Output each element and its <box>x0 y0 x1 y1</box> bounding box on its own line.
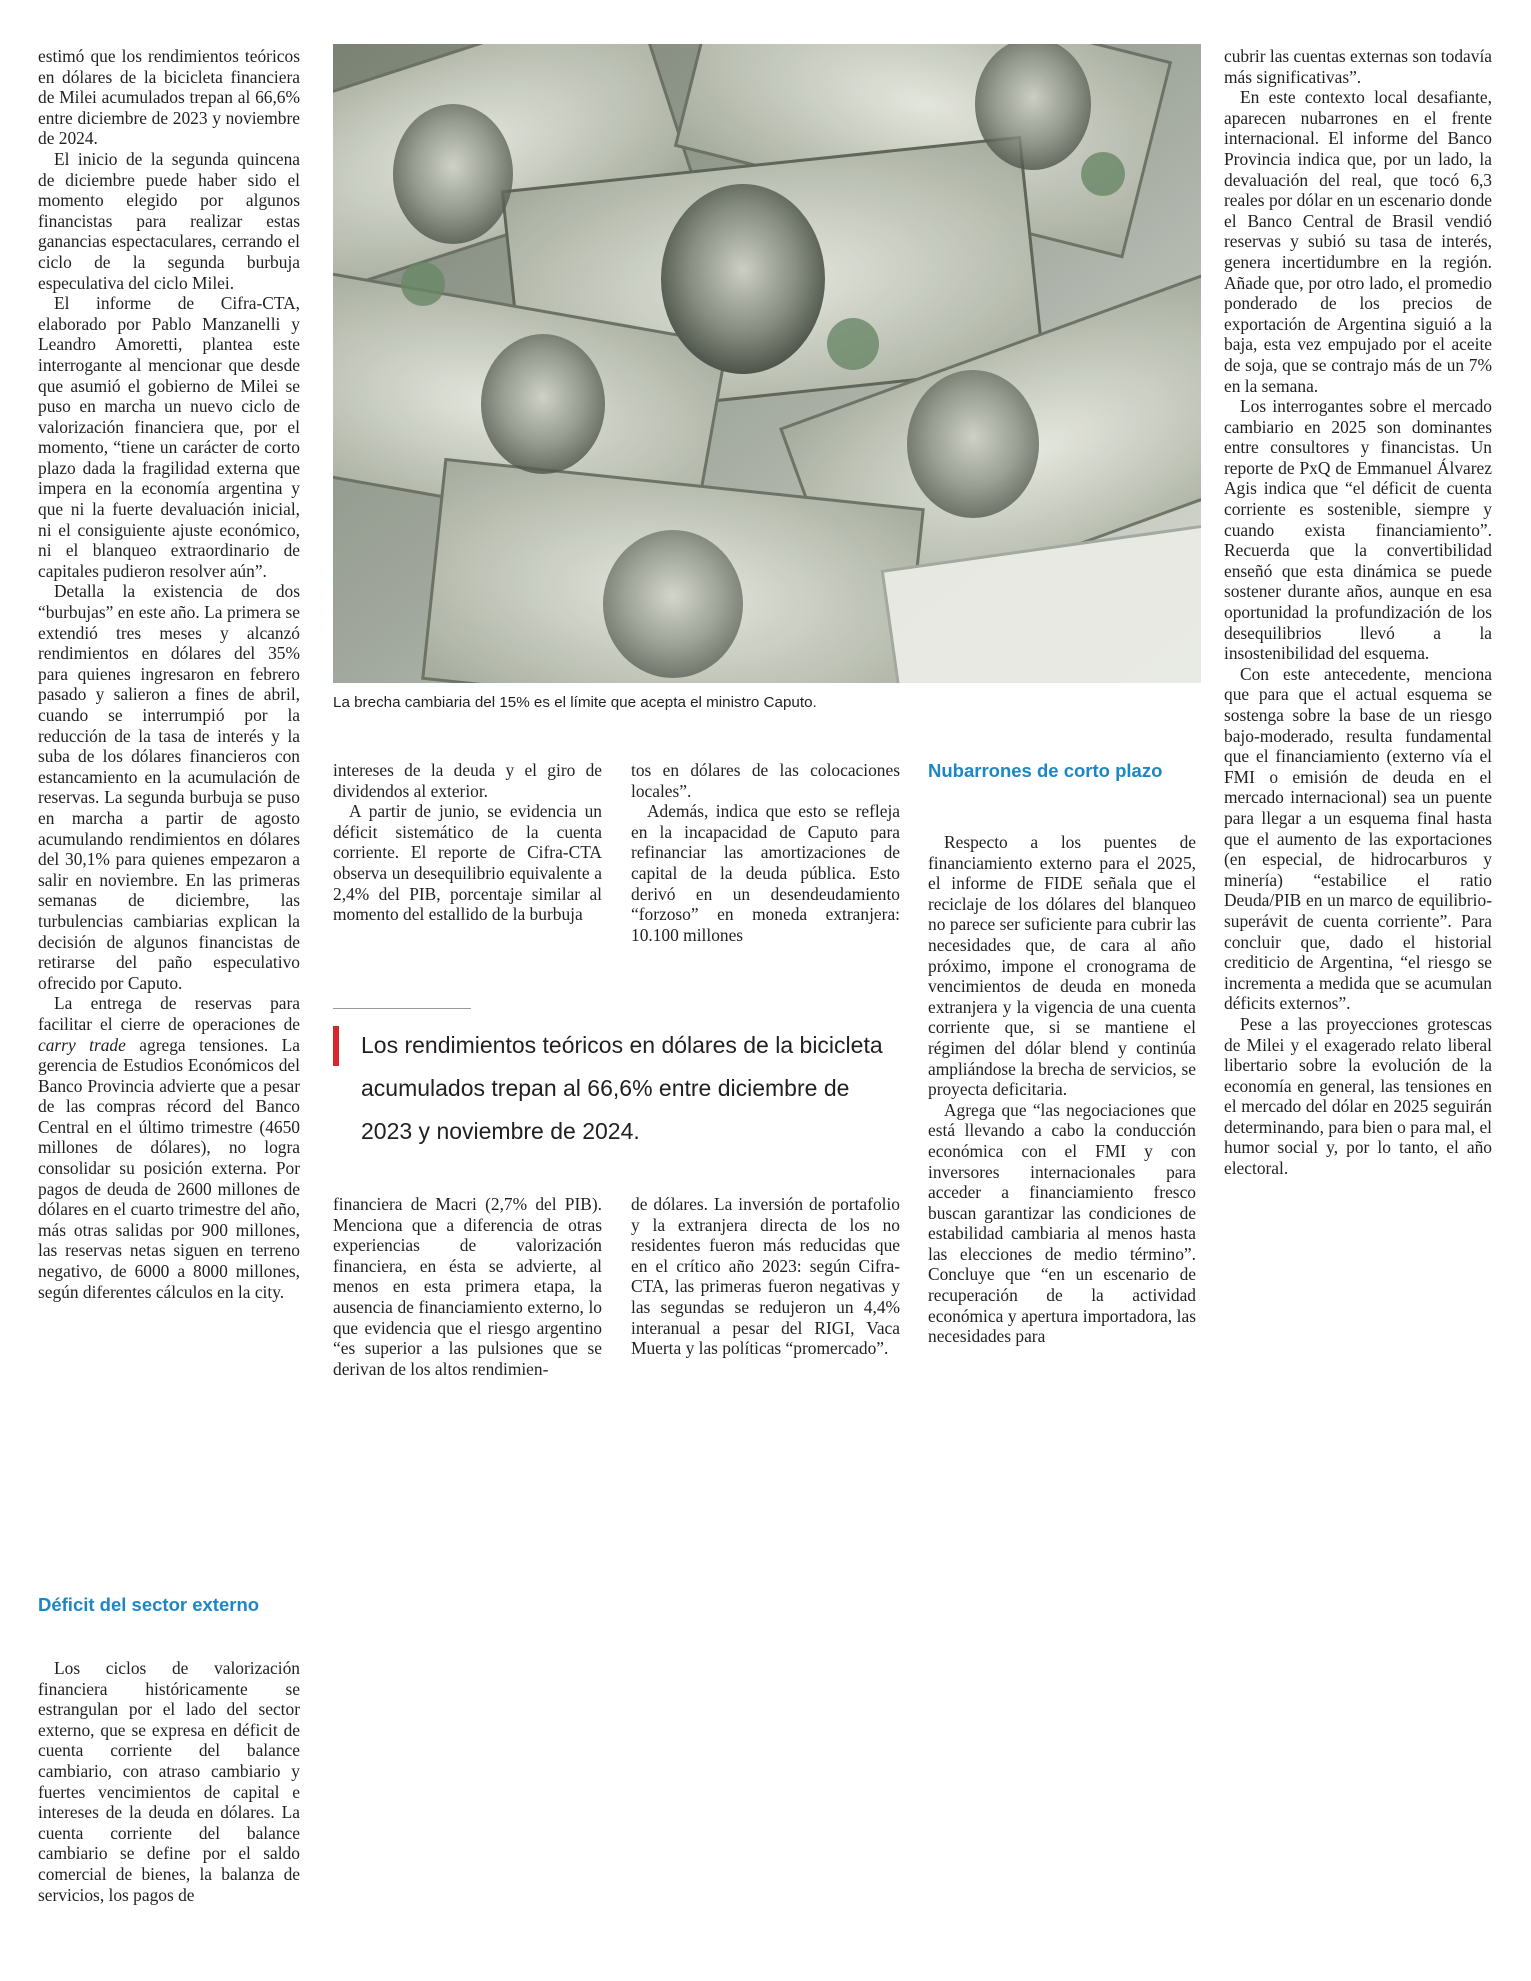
paragraph: estimó que los rendimientos teóricos en dólares de la bicicleta financiera de Milei acumulados trepan al 66,6% entre diciembre de 2023 y noviembre de 2024. <box>38 46 300 149</box>
article-column-1 <box>38 46 300 1302</box>
paragraph: intereses de la deuda y el giro de dividendos al exterior. <box>333 760 602 801</box>
paragraph: Los ciclos de valorización financiera históricamente se estrangulan por el lado del sector externo, que se expresa en déficit de cuenta corriente del balance cambiario, con atraso cambiario y fuertes vencimientos de capital e intereses de la deuda en dólares. La cuenta corriente del balance cambiario se define por el saldo comercial de bienes, la balanza de servicios, los pagos de <box>38 1658 300 1905</box>
subheading-deficit: Déficit del sector externo <box>38 1594 260 1615</box>
quote-rule <box>333 1008 471 1009</box>
paragraph: Detalla la existencia de dos “burbujas” en este año. La primera se extendió tres meses y alcanzó rendimientos en dólares del 35% para quienes ingresaron en febrero pasado y salieron a fines de abril, cuando se interrumpió por la reducción de la tasa de interés y la suba de los dólares financieros con estancamiento en la acumulación de reservas. La segunda burbuja se puso en marcha a partir de agosto acumulando rendimientos en dólares del 30,1% para quienes empezaron a salir en noviembre. En las primeras semanas de diciembre, las turbulencias cambiarias explican la decisión de algunos financistas de retirarse del paño especulativo ofrecido por Caputo. <box>38 581 300 993</box>
article-column-2b <box>631 760 900 945</box>
paragraph: Los interrogantes sobre el mercado cambiario en 2025 son dominantes entre consultores y financistas. Un reporte de PxQ de Emmanuel Álvarez Agis indica que “el déficit de cuenta corriente es sostenible, siempre y cuando exista financiamiento”. Recuerda que la convertibilidad enseñó que esta dinámica se puede sostener durante años, aunque en esa oportunidad la profundización de los desequilibrios llevó a la insostenibilidad del esquema. <box>1224 396 1492 664</box>
article-column-2c <box>333 1194 602 1379</box>
paragraph: En este contexto local desafiante, aparecen nubarrones en el frente internacional. El informe del Banco Provincia indica que, por un lado, la devaluación del real, que tocó 6,3 reales por dólar en un escenario donde el Banco Central de Brasil vendió reservas y subió su tasa de interés, genera incertidumbre en la región. Añade que, por otro lado, el promedio ponderado de los precios de exportación de Argentina siguió a la baja, esta vez empujado por el aceite de soja, que se contrajo más de un 7% en la semana. <box>1224 87 1492 396</box>
text-run: La entrega de reservas para facilitar el cierre de operaciones de <box>38 993 300 1034</box>
article-column-1-continued <box>38 1658 300 1905</box>
article-column-5 <box>1224 46 1492 1179</box>
paragraph: Con este antecedente, menciona que para que el actual esquema se sostenga sobre la base de un riesgo bajo-moderado, resulta fundamental que el financiamiento (externo vía el FMI o emisión de deuda en el mercado internacional) sea un puente para llegar a un esquema final hasta que el aumento de las exportaciones (en especial, de hidrocarburos y minería) “estabilice el ratio Deuda/PIB en un marco de equilibrio-superávit de cuenta corriente”. Para concluir que, dado el historial crediticio de Argentina, “el riesgo se incrementa a medida que se acumulan déficits externos”. <box>1224 663 1492 1014</box>
dollar-bills-photo <box>333 44 1201 683</box>
paragraph-carry-trade <box>38 993 300 1302</box>
paragraph: de dólares. La inversión de portafolio y la extranjera directa de los no residentes fueron más reducidas que en el crítico año 2023: según Cifra-CTA, las primeras fueron negativas y las segundas se redujeron un 4,4% interanual a pesar del RIGI, Vaca Muerta y las políticas “promercado”. <box>631 1194 900 1359</box>
emphasis: carry trade <box>38 1034 126 1055</box>
text-run: agrega tensiones. La gerencia de Estudios Económicos del Banco Provincia advierte que a pesar de las compras récord del Banco Central en el último trimestre (4650 millones de dólares), no logra consolidar su posición externa. Por pagos de deuda de 2600 millones de dólares en el cuarto trimestre del año, más otras salidas por 900 millones, las reservas netas siguen en terreno negativo, de 6000 a 8000 millones, según diferentes cálculos en la city. <box>38 1034 300 1302</box>
paragraph: cubrir las cuentas externas son todavía más significativas”. <box>1224 46 1493 87</box>
pull-quote <box>333 1008 903 1168</box>
paragraph: El inicio de la segunda quincena de diciembre puede haber sido el momento elegido por algunos financistas para realizar estas ganancias espectaculares, cerrando el ciclo de la segunda burbuja especulativa del ciclo Milei. <box>38 148 300 293</box>
paragraph: financiera de Macri (2,7% del PIB). Menciona que a diferencia de otras experiencias de valorización financiera, en ésta se advierte, al menos en esta primera etapa, la ausencia de financiamiento externo, lo que evidencia que el riesgo argentino “es superior a las pulsiones que se derivan de los altos rendimien- <box>333 1194 602 1379</box>
paragraph: Respecto a los puentes de financiamiento externo para el 2025, el informe de FIDE señala que el reciclaje de los dólares del blanqueo no parece ser suficiente para cubrir las necesidades que, de cara al año próximo, impone el cronograma de vencimientos de deuda en moneda extranjera y la vigencia de una cuenta corriente que, si se mantiene el régimen del dólar blend y continúa ampliándose la brecha de servicios, se proyecta deficitaria. <box>928 832 1196 1100</box>
photo-caption: La brecha cambiaria del 15% es el límite que acepta el ministro Caputo. <box>333 694 817 711</box>
article-column-2d <box>631 1194 900 1359</box>
subheading-nubarrones: Nubarrones de corto plazo <box>928 760 1163 781</box>
paragraph: Pese a las proyecciones grotescas de Milei y el exagerado relato liberal libertario sobre la evolución de la economía en general, las tensiones en el mercado del dólar en 2025 seguirán determinando, para bien o para mal, el humor social y, por lo tanto, el año electoral. <box>1224 1013 1492 1179</box>
paragraph: Agrega que “las negociaciones que está llevando a cabo la conducción económica con el FMI y con inversores internacionales para acceder a financiamiento fresco buscan garantizar las condiciones de estabilidad cambiaria al menos hasta las elecciones de medio término”. Concluye que “en un escenario de recuperación de la actividad económica y apertura importadora, las necesidades para <box>928 1099 1196 1347</box>
paragraph: El informe de Cifra-CTA, elaborado por Pablo Manzanelli y Leandro Amoretti, plantea este interrogante al mencionar que desde que asumió el gobierno de Milei se puso en marcha un nuevo ciclo de valorización financiera que, por el momento, “tiene un carácter de corto plazo dada la fragilidad externa que impera en la economía argentina y que ni la fuerte devaluación inicial, ni el consiguiente ajuste económico, ni el blanqueo extraordinario de capitales pudieron resolver aún”. <box>38 293 300 581</box>
paragraph: tos en dólares de las colocaciones locales”. <box>631 760 900 801</box>
article-column-2a <box>333 760 602 925</box>
article-column-4 <box>928 832 1196 1347</box>
paragraph: Además, indica que esto se refleja en la incapacidad de Caputo para refinanciar las amortizaciones de capital de la deuda pública. Esto derivó en un desendeudamiento “forzoso” en moneda extranjera: 10.100 millones <box>631 801 900 945</box>
pull-quote-text: Los rendimientos teóricos en dólares de la bicicleta acumulados trepan al 66,6% entre diciembre de 2023 y noviembre de 2024. <box>361 1032 883 1144</box>
paragraph: A partir de junio, se evidencia un déficit sistemático de la cuenta corriente. El reporte de Cifra-CTA observa un desequilibrio equivalente a 2,4% del PIB, porcentaje similar al momento del estallido de la burbuja <box>333 801 602 925</box>
quote-accent-bar <box>333 1026 339 1066</box>
